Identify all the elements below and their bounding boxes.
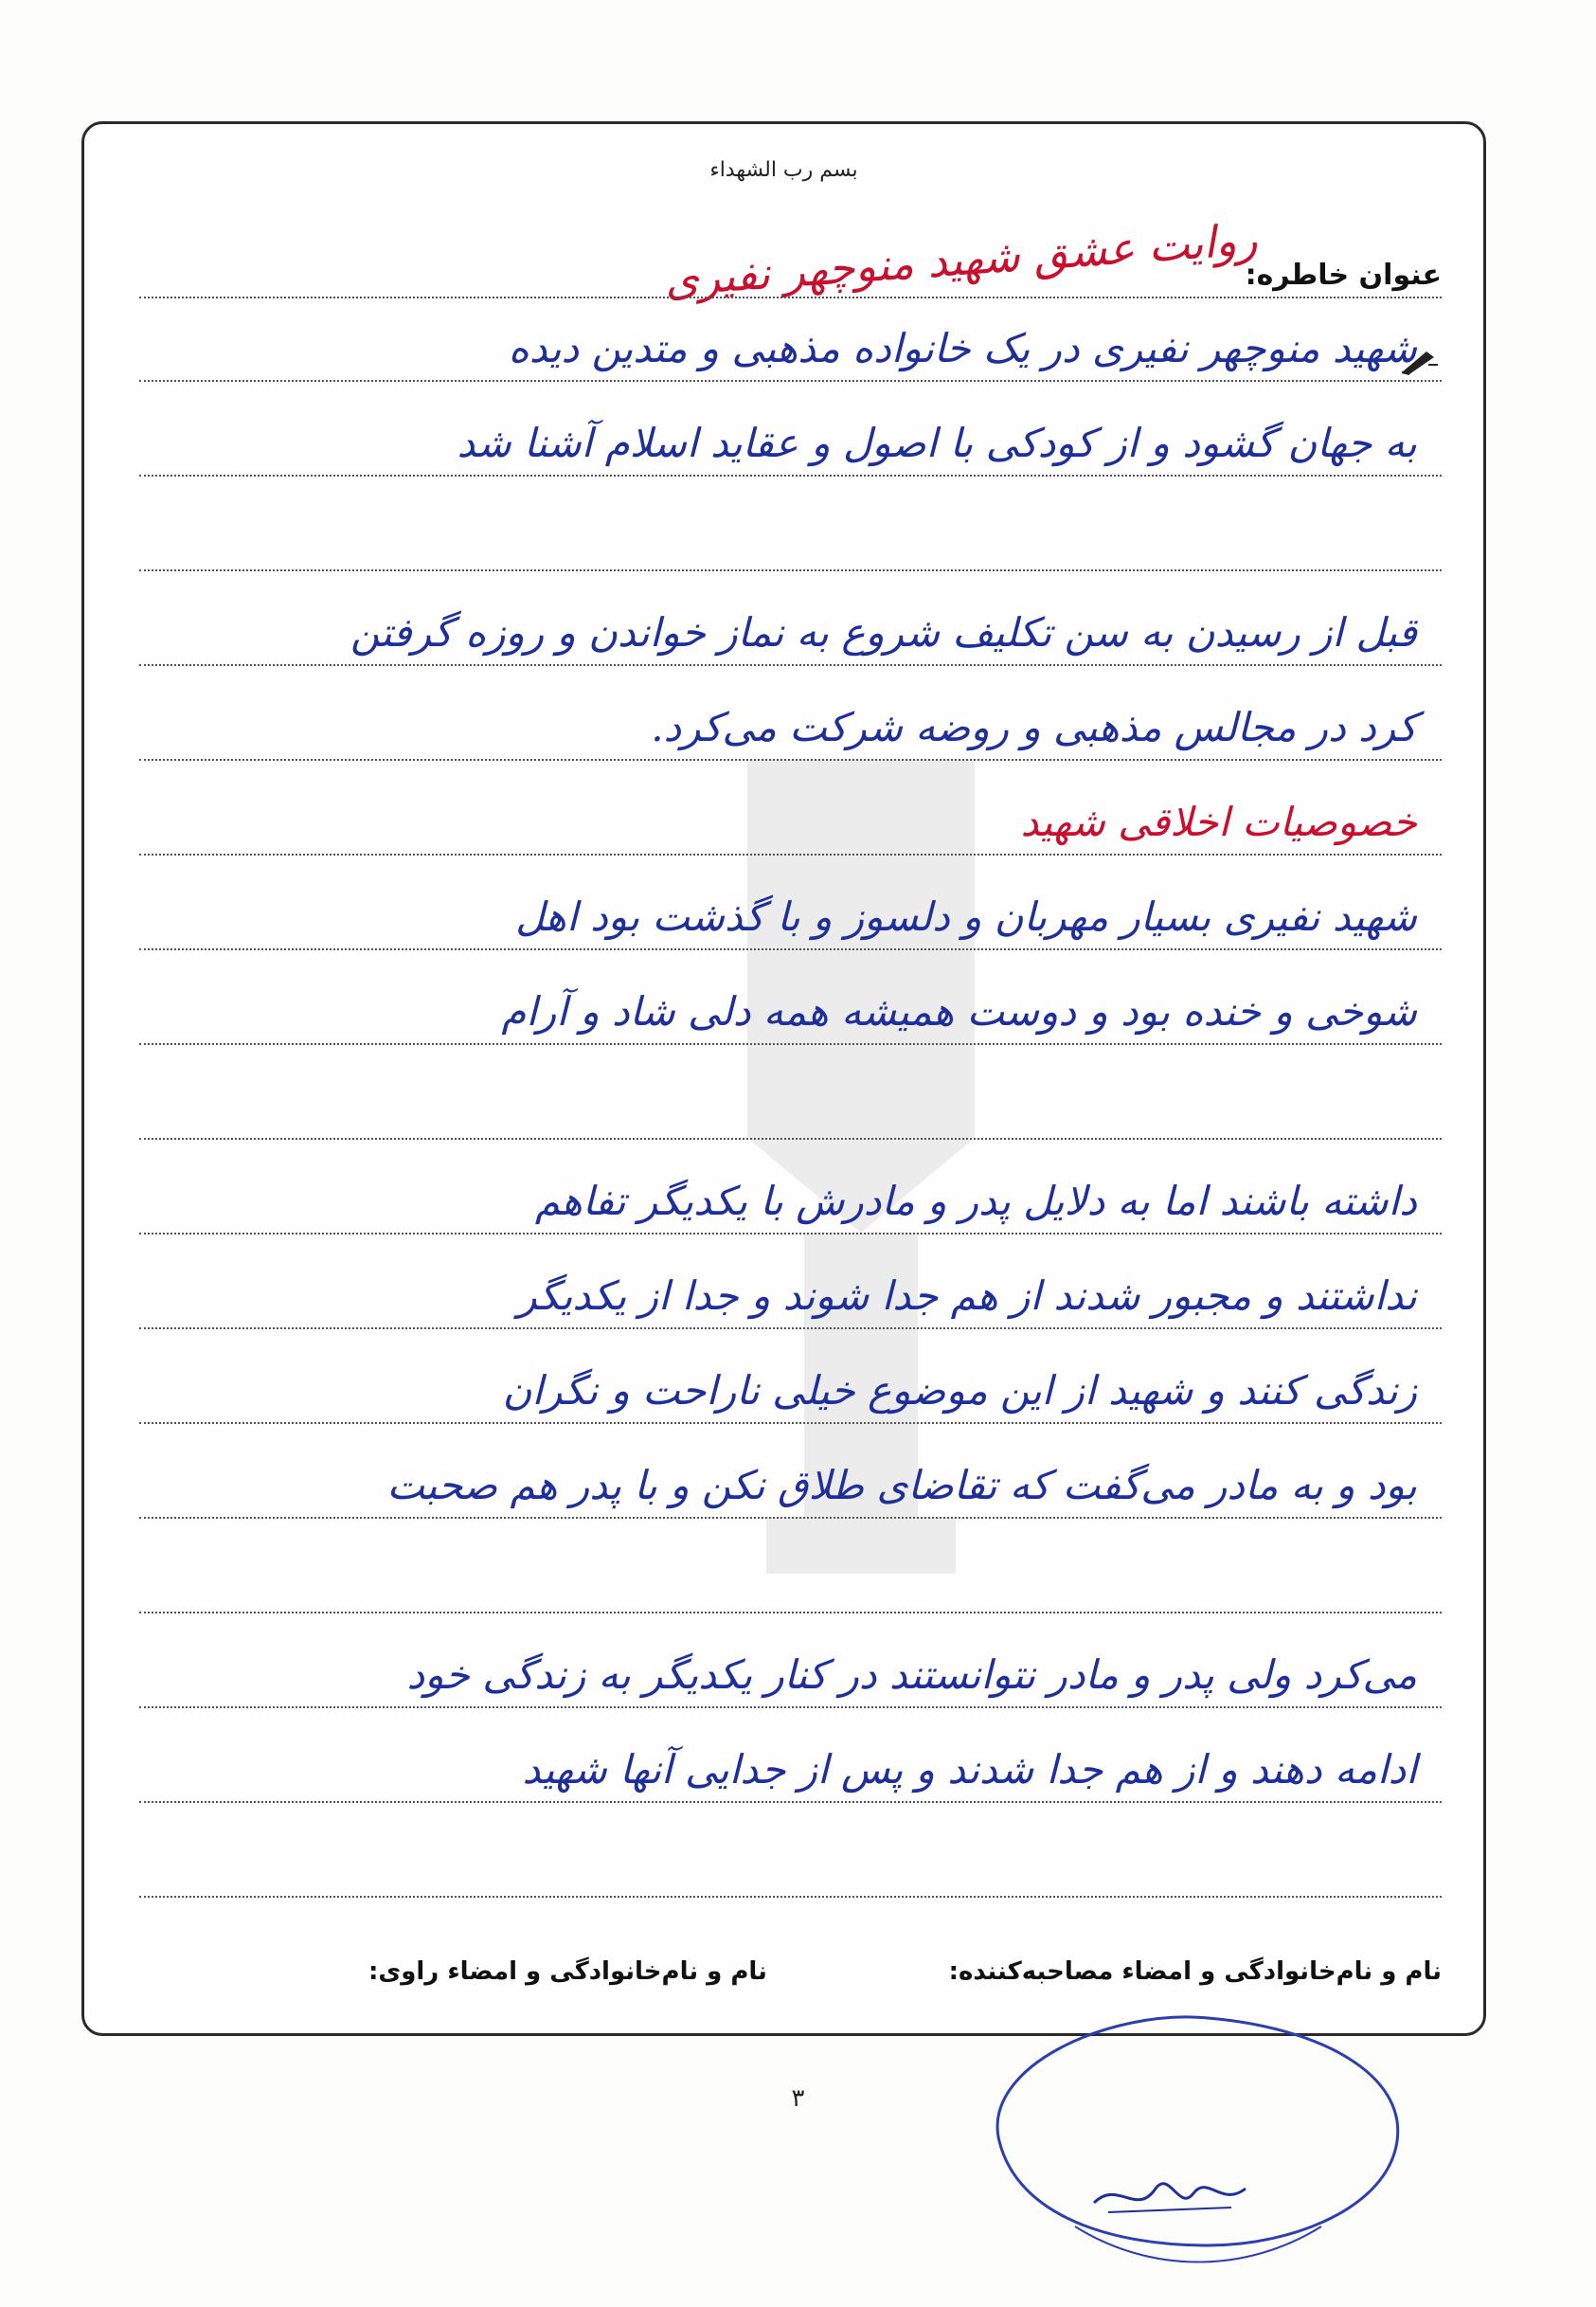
handwritten-line: زندگی کنند و شهید از این موضوع خیلی ناراحت و نگران — [502, 1367, 1417, 1414]
ruled-line — [139, 854, 1442, 856]
memoir-form-sheet — [81, 121, 1486, 2036]
handwritten-line: نداشتند و مجبور شدند از هم جدا شوند و جدا از یکدیگر — [517, 1272, 1417, 1319]
handwritten-line: بود و به مادر می‌گفت که تقاضای طلاق نکن و با پدر هم صحبت — [386, 1462, 1417, 1508]
handwritten-line: داشته باشند اما به دلایل پدر و مادرش با یکدیگر تفاهم — [534, 1178, 1417, 1224]
interviewer-signature-label: نام و نام‌خانوادگی و امضاء مصاحبه‌کننده: — [948, 1957, 1442, 1986]
handwritten-line: کرد در مجالس مذهبی و روضه شرکت می‌کرد. — [651, 704, 1417, 750]
ruled-line — [139, 297, 1442, 298]
ruled-line — [139, 1801, 1442, 1803]
ruled-line — [139, 759, 1442, 761]
narrator-signature-label: نام و نام‌خانوادگی و امضاء راوی: — [368, 1957, 767, 1986]
ruled-line — [139, 1422, 1442, 1424]
handwritten-line: به جهان گشود و از کودکی با اصول و عقاید اسلام آشنا شد — [457, 420, 1417, 466]
ruled-line — [139, 380, 1442, 382]
ruled-line — [139, 1517, 1442, 1519]
handwritten-line: شهید نفیری بسیار مهربان و دلسوز و با گذشت بود اهل — [515, 893, 1417, 940]
form-header: بسم رب الشهداء — [709, 158, 858, 182]
ruled-line — [139, 948, 1442, 950]
page-number: ۳ — [791, 2084, 805, 2113]
ruled-line — [139, 1043, 1442, 1045]
handwritten-line: شوخی و خنده بود و دوست همیشه همه دلی شاد و آرام — [501, 988, 1417, 1035]
ruled-line — [139, 569, 1442, 571]
memoir-title: روایت عشق شهید منوچهر نفیری — [662, 213, 1260, 306]
signature-scribble — [1089, 2160, 1250, 2226]
title-label: عنوان خاطره: — [1245, 259, 1442, 292]
ruled-line — [139, 1896, 1442, 1898]
handwritten-line: ادامه دهند و از هم جدا شدند و پس از جدایی آنها شهید — [522, 1746, 1417, 1793]
ruled-line — [139, 1233, 1442, 1235]
handwritten-line: شهید منوچهر نفیری در یک خانواده مذهبی و متدین دیده — [508, 325, 1417, 371]
handwritten-line: قبل از رسیدن به سن تکلیف شروع به نماز خواندن و روزه گرفتن — [350, 609, 1417, 656]
ruled-line — [139, 1138, 1442, 1140]
ruled-line — [139, 664, 1442, 666]
ruled-line — [139, 475, 1442, 477]
ink-seal-oval — [961, 1990, 1426, 2283]
handwritten-line: می‌کرد ولی پدر و مادر نتوانستند در کنار یکدیگر به زندگی خود — [406, 1651, 1417, 1698]
section-heading: خصوصیات اخلاقی شهید — [1020, 799, 1417, 845]
ruled-line — [139, 1327, 1442, 1329]
ruled-line — [139, 1706, 1442, 1708]
ruled-line — [139, 1612, 1442, 1613]
